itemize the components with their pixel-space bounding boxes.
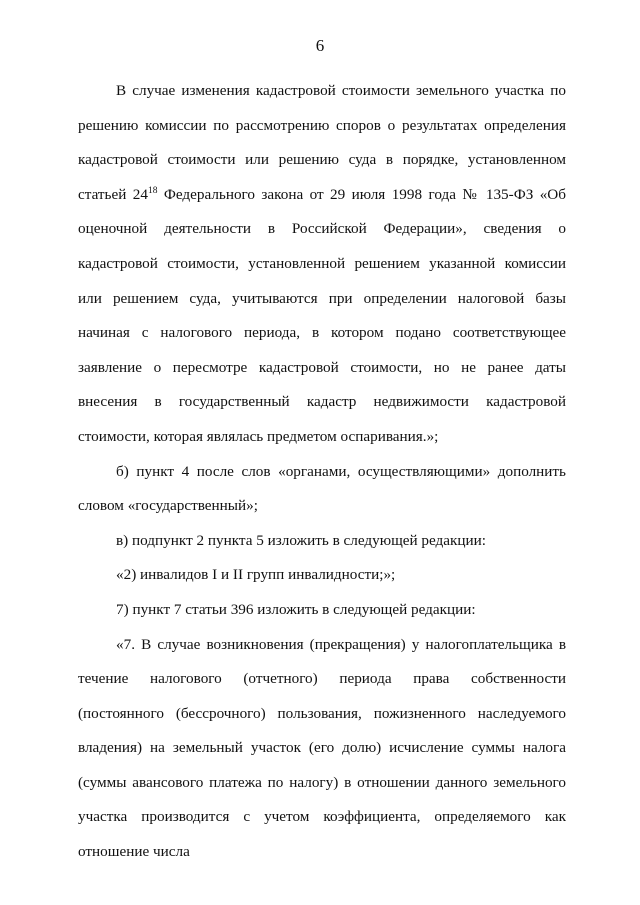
paragraph-text: В случае изменения кадастровой стоимости земельного участка по решению комиссии по рассмотрению споров о результатах определения кадастровой стоимости или решению суда в порядке, установленном статьей 24 xyxy=(78,82,566,203)
paragraph-item-7: 7) пункт 7 статьи 396 изложить в следующей редакции: xyxy=(116,600,476,618)
document-body xyxy=(78,74,566,870)
paragraph-text-cont: Федерального закона от 29 июля 1998 года № 135-ФЗ «Об оценочной деятельности в Российской Федерации», сведения о кадастровой стоимости, установленной решением указанной комиссии или решением суда, учитываются при определении налоговой базы начиная с налогового периода, в котором подано соответствующее заявление о пересмотре кадастровой стоимости, но не ранее даты внесения в государственный кадастр недвижимости кадастровой стоимости, которая являлась предметом оспаривания.»; xyxy=(78,185,566,445)
paragraph-item-b: б) пункт 4 после слов «органами, осуществляющими» дополнить словом «государственный»; xyxy=(78,462,566,515)
paragraph-item-v: в) подпункт 2 пункта 5 изложить в следующей редакции: xyxy=(116,531,487,549)
paragraph-cadastral-value xyxy=(78,74,566,455)
article-superscript: 18 xyxy=(147,185,158,196)
page-number: 6 xyxy=(315,36,325,55)
paragraph-subitem-2: «2) инвалидов I и II групп инвалидности;»; xyxy=(116,566,396,584)
paragraph-clause-7: «7. В случае возникновения (прекращения) у налогоплательщика в течение налогового (отчетного) периода права собственности (постоянного (бессрочного) пользования, пожизненного наследуемого владения) на земельный участок (его долю) исчисление суммы налога (суммы авансового платежа по налогу) в отношении данного земельного участка производится с учетом коэффициента, определяемого как отношение числа xyxy=(78,635,566,861)
